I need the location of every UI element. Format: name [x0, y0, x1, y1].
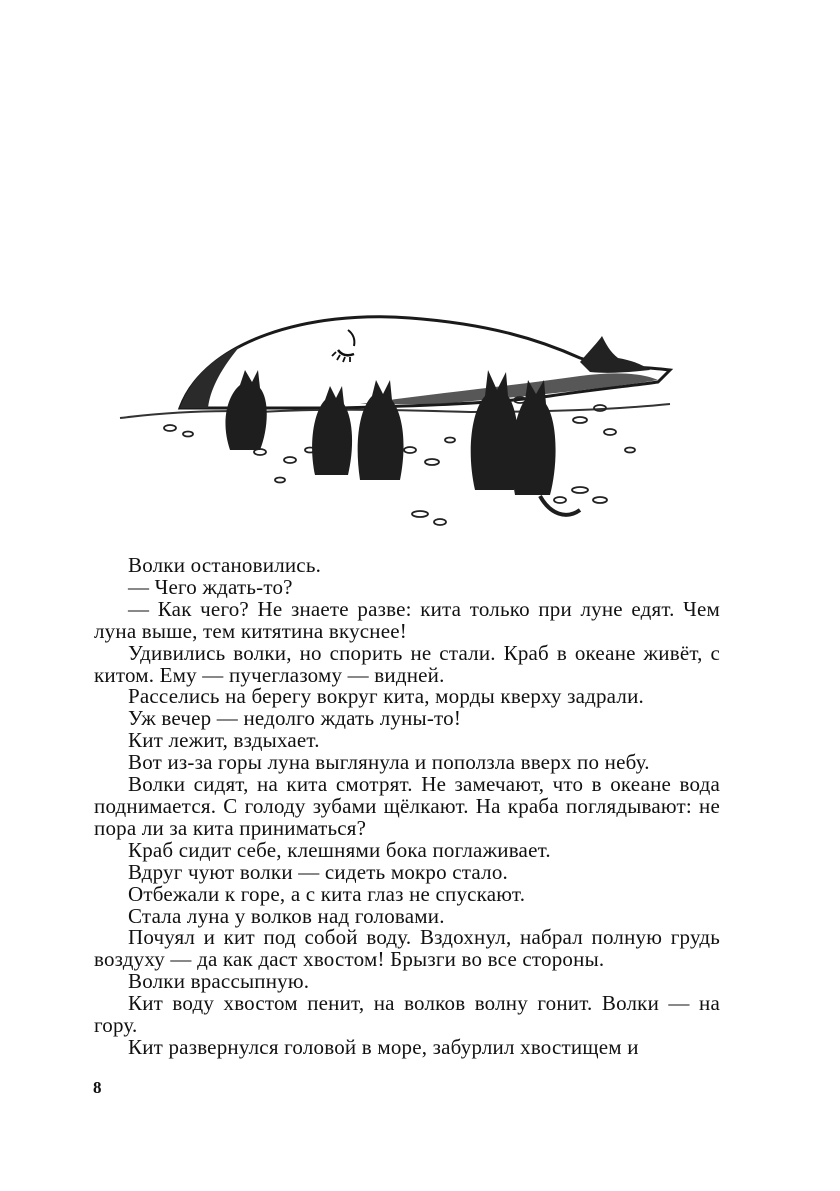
paragraph: Кит воду хвостом пенит, на волков волну гонит. Волки — на гору.	[94, 991, 720, 1038]
story-text	[94, 555, 720, 1059]
paragraph: Волки врассыпную.	[128, 969, 310, 994]
whale-and-wolves-illustration	[110, 300, 730, 540]
paragraph: Краб сидит себе, клешнями бока поглаживает.	[128, 837, 551, 862]
paragraph: Волки остановились.	[128, 553, 322, 577]
paragraph: Уж вечер — недолго ждать луны-то!	[128, 706, 462, 731]
paragraph: Отбежали к горе, а с кита глаз не спускают.	[128, 881, 526, 906]
page-number: 8	[93, 1078, 102, 1097]
whale-tail	[580, 336, 650, 373]
paragraph: Кит развернулся головой в море, забурлил хвостищем и	[128, 1034, 639, 1059]
paragraph: Стала луна у волков над головами.	[128, 903, 445, 928]
paragraph: — Чего ждать-то?	[128, 574, 293, 599]
paragraph: Расселись на берегу вокруг кита, морды кверху задрали.	[128, 684, 644, 709]
paragraph: Вдруг чуют волки — сидеть мокро стало.	[128, 859, 508, 884]
paragraph: Вот из-за горы луна выглянула и поползла вверх по небу.	[128, 750, 650, 775]
paragraph: Удивились волки, но спорить не стали. Краб в океане живёт, с китом. Ему — пучеглазому — видней.	[94, 640, 720, 687]
paragraph: Кит лежит, вздыхает.	[128, 728, 320, 753]
paragraph: Волки сидят, на кита смотрят. Не замечают, что в океане вода поднимается. С голоду зубами щёлкают. На краба поглядывают: не пора ли за кита приниматься?	[94, 772, 720, 840]
paragraph: Почуял и кит под собой воду. Вздохнул, набрал полную грудь воздуху — да как даст хвостом! Брызги во все стороны.	[94, 925, 720, 972]
wolf-tail	[540, 496, 580, 515]
paragraph: — Как чего? Не знаете разве: кита только при луне едят. Чем луна выше, тем китятина вкуснее!	[94, 596, 720, 643]
